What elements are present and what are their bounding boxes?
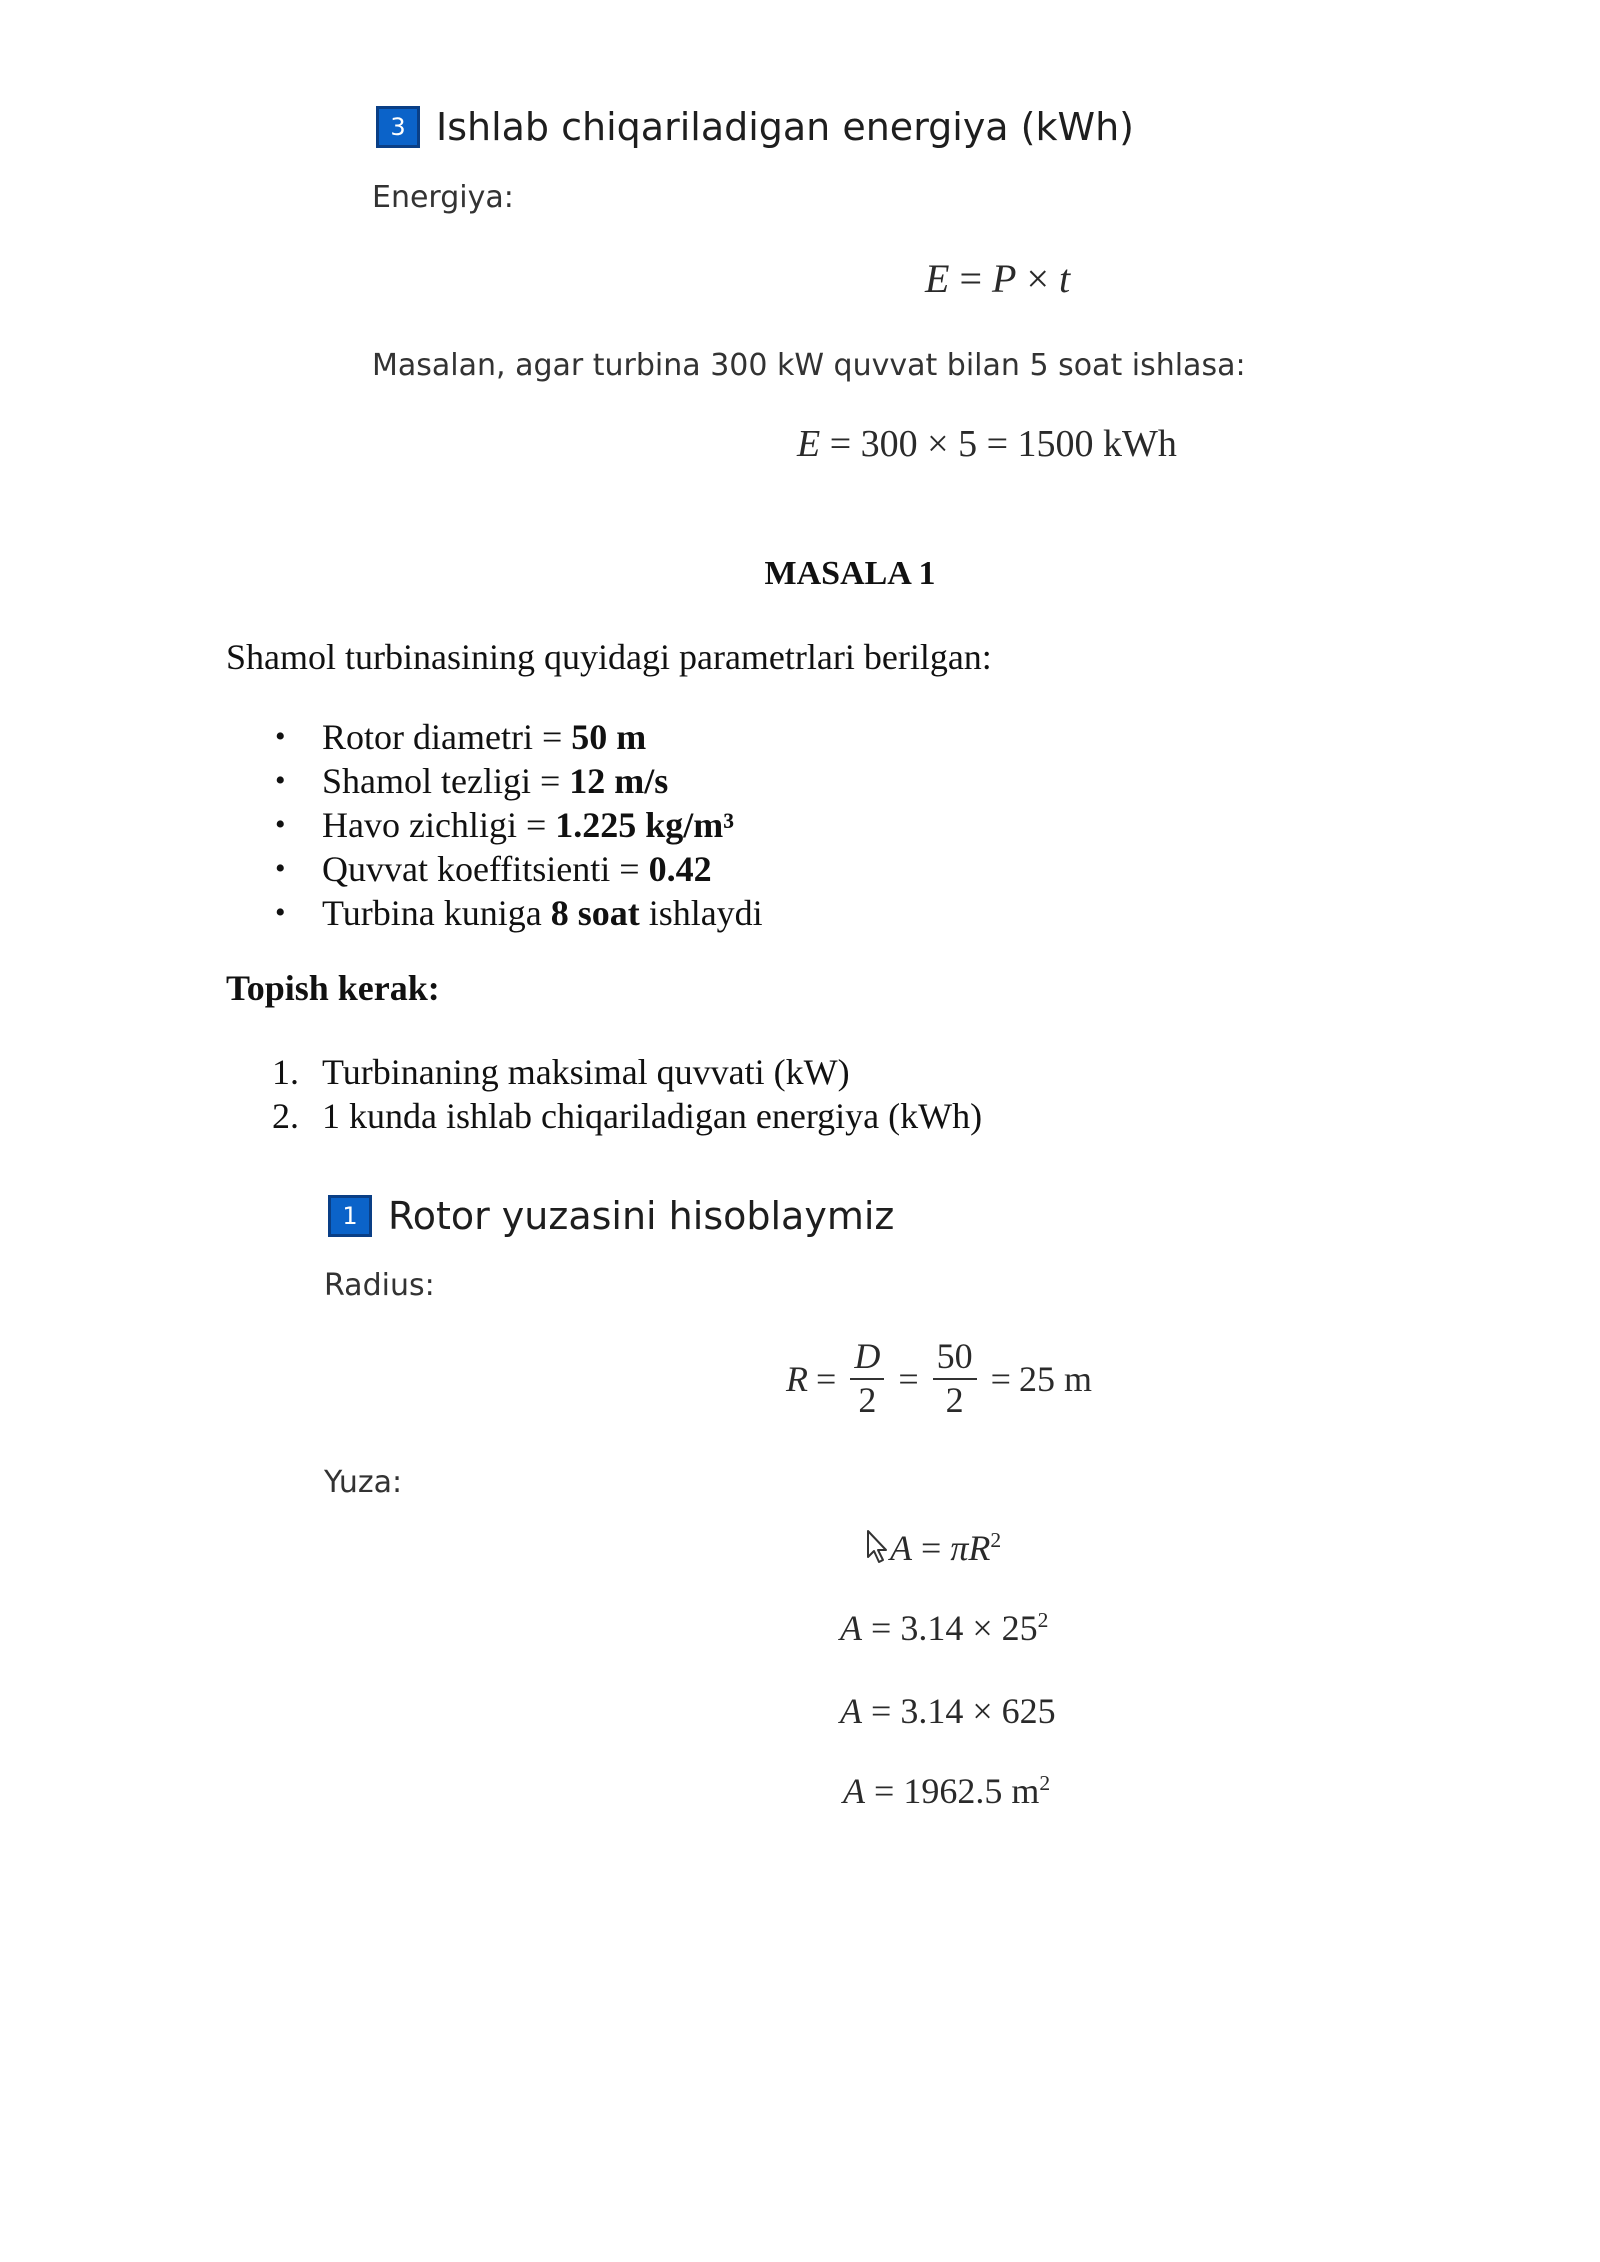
radius-eq2: = [898,1358,919,1399]
area-label: Yuza: [324,1465,403,1500]
area-exponent: 2 [1039,1771,1051,1795]
example-b: 5 [958,423,978,465]
problem-intro: Shamol turbinasining quyidagi parametrlari berilgan: [226,637,992,677]
parameter-list [275,715,763,935]
area-var-a: A [890,1528,912,1568]
param-label: Havo zichligi = [322,805,556,845]
example-times: × [927,423,949,465]
energy-formula [925,255,1070,302]
radius-result: 25 m [1018,1358,1092,1399]
example-eq2: = [986,423,1009,465]
list-text: 1 kunda ishlab chiqariladigan energiya (kWh) [322,1096,983,1136]
param-value: 12 m/s [569,761,669,801]
radius-var-r: R [786,1358,808,1399]
radius-eq3: = [990,1358,1011,1399]
bullet-dot: • [275,764,286,797]
area-rhs: 1962.5 m [903,1771,1040,1811]
step1-heading [328,1194,894,1238]
list-item [275,803,763,847]
step3-title: Ishlab chiqariladigan energiya (kWh) [436,105,1134,149]
example-eq1: = [829,423,852,465]
step1-number-badge: 1 [328,1195,372,1237]
list-item [275,759,763,803]
list-item [272,1094,983,1138]
fraction-denominator: 2 [858,1379,877,1420]
area-formula-line [843,1770,1050,1812]
radius-formula [786,1338,1092,1420]
step3-heading [376,105,1134,149]
area-var-a: A [840,1608,862,1648]
list-item [275,715,763,759]
list-item [272,1050,982,1094]
list-number: 2. [272,1096,299,1136]
area-rhs: 3.14 × 25 [900,1608,1038,1648]
area-rhs: 3.14 × 625 [900,1691,1056,1731]
area-formula-line [866,1527,1001,1574]
param-label: Rotor diametri = [322,717,572,757]
fraction-d-over-2 [850,1338,884,1420]
bullet-dot: • [275,852,286,885]
energy-example-formula [797,422,1177,466]
list-number: 1. [272,1052,299,1092]
area-eq: = [871,1691,892,1731]
param-value: 50 m [571,717,647,757]
fraction-50-over-2 [933,1338,977,1420]
bullet-dot: • [275,896,286,929]
list-item [275,891,763,935]
mouse-cursor-icon [866,1529,890,1574]
fraction-numerator: 50 [933,1338,977,1380]
area-formula-line [840,1607,1048,1649]
fraction-denominator: 2 [945,1379,964,1420]
area-exponent: 2 [1037,1608,1049,1632]
example-a: 300 [860,423,918,465]
bullet-dot: • [275,720,286,753]
area-var-a: A [840,1691,862,1731]
step3-number-badge: 3 [376,106,420,148]
area-rhs: πR [950,1528,991,1568]
formula-eq: = [959,256,982,301]
param-value: 1.225 kg/m³ [555,805,735,845]
formula-var-e: E [925,256,950,301]
radius-eq1: = [816,1358,837,1399]
area-exponent: 2 [990,1528,1002,1552]
area-eq: = [921,1528,942,1568]
area-formula-line [840,1690,1056,1732]
param-value: 0.42 [648,849,712,889]
area-var-a: A [843,1771,865,1811]
step3-example-text: Masalan, agar turbina 300 kW quvvat bilan 5 soat ishlasa: [372,348,1246,383]
param-suffix: ishlaydi [639,893,763,933]
step1-title: Rotor yuzasini hisoblaymiz [388,1194,895,1238]
param-label: Turbina kuniga [322,893,551,933]
area-eq: = [874,1771,895,1811]
formula-var-t: t [1059,256,1071,301]
problem-heading: MASALA 1 [764,555,936,592]
bullet-dot: • [275,808,286,841]
step3-energy-label: Energiya: [372,180,514,215]
param-value: 8 soat [550,893,640,933]
formula-var-p: P [992,256,1017,301]
radius-label: Radius: [324,1268,435,1303]
param-label: Shamol tezligi = [322,761,570,801]
fraction-numerator: D [850,1338,884,1380]
area-eq: = [871,1608,892,1648]
list-text: Turbinaning maksimal quvvati (kW) [322,1052,850,1092]
param-label: Quvvat koeffitsienti = [322,849,649,889]
find-heading: Topish kerak: [226,968,440,1008]
example-result: 1500 kWh [1017,423,1177,465]
list-item [275,847,763,891]
formula-times: × [1026,256,1049,301]
example-var-e: E [797,423,821,465]
find-list [272,1050,983,1138]
